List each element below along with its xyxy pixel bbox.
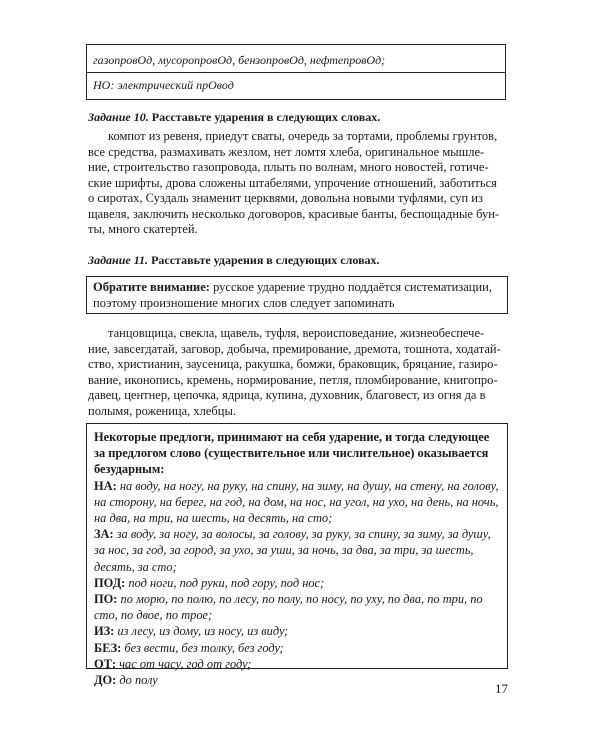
- rule-key: НА:: [94, 478, 117, 493]
- rule-line: за нос, за год, за город, за ухо, за уши, за ночь, за два, за три, за шесть,: [94, 543, 474, 558]
- para-line: давец, центнер, цепочка, ядрица, купина, духовник, благовест, из огня да в: [88, 388, 486, 402]
- task-10-paragraph: [88, 129, 506, 238]
- rule-key: ПО:: [94, 592, 118, 607]
- example-line-2: НО: электрический прОвод: [93, 78, 234, 92]
- para-line: ние, строительство газопровода, плыть по волнам, много новостей, готиче-: [88, 160, 489, 174]
- rule-text: без вести, без толку, без году;: [121, 640, 284, 655]
- rule-do: [94, 672, 501, 688]
- rule-text: за воду, за ногу, за волосы, за голову, за руку, за спину, за зиму, за душу,: [113, 527, 491, 542]
- rule-iz: [94, 623, 501, 639]
- words-paragraph: [88, 326, 506, 419]
- para-line: щавеля, заключить несколько договоров, красивые банты, беспощадные бун-: [88, 206, 500, 221]
- prepositions-box: [86, 423, 508, 688]
- rule-line: на сторону, на берег, на год, на дом, на нос, на угол, на ухо, на день, на ночь,: [94, 494, 499, 509]
- para-line: ские шрифты, дрова сложены штабелями, упрочение отношений, заботиться: [88, 175, 497, 190]
- rule-line: на два, на три, на шесть, на десять, на сто;: [94, 511, 333, 526]
- rule-bez: [94, 640, 501, 656]
- notice-line-1: [93, 280, 501, 296]
- rule-pod: [94, 575, 501, 591]
- task-10-text: Расставьте ударения в следующих словах.: [151, 110, 381, 124]
- rule-key: ЗА:: [94, 527, 114, 542]
- rule-key: ПОД:: [94, 575, 126, 590]
- notice-line-2: поэтому произношение многих слов следует запоминать: [93, 295, 395, 310]
- rule-text: под ноги, под руки, под гору, под нос;: [125, 575, 325, 590]
- para-line: ние, завсегдатай, заговор, добыча, премирование, дремота, тошнота, ходатай-: [88, 341, 501, 356]
- task-10-label: Задание 10.: [88, 110, 149, 124]
- rule-text: на воду, на ногу, на руку, на спину, на зиму, на душу, на стену, на голову,: [116, 478, 499, 493]
- rule-line: десять, за сто;: [94, 559, 177, 574]
- notice-box: [86, 276, 508, 314]
- rule-ot: [94, 656, 501, 672]
- notice-bold: Обратите внимание:: [93, 280, 210, 294]
- rule-text: час от часу, год от году;: [116, 656, 252, 671]
- example-line-1: газопровОд, мусоропровОд, бензопровОд, нефтепровОд;: [93, 53, 386, 67]
- rule-na: [94, 478, 501, 494]
- page-number: 17: [495, 681, 508, 696]
- rules-heading: за предлогом слово (существительное или числительное) оказывается: [94, 446, 489, 461]
- task-11-text: Расставьте ударения в следующих словах.: [151, 253, 380, 267]
- rule-key: ОТ:: [94, 656, 117, 671]
- para-line: все средства, размахивать жезлом, нет ломтя хлеба, оригинальное мышле-: [88, 144, 485, 159]
- rule-text: из лесу, из дому, из носу, из виду;: [114, 624, 289, 639]
- para-line: ство, христианин, заусеница, ракушка, бомжи, браковщик, бряцание, газиро-: [88, 357, 498, 371]
- para-line: о сиротах, Суздаль знаменит церквями, довольна новыми туфлями, суп из: [88, 191, 483, 205]
- task-11-title: [88, 253, 380, 268]
- task-10-title: [88, 110, 380, 125]
- rule-po: [94, 591, 501, 607]
- para-line: вание, иконопись, кремень, нормирование, петля, пломбирование, книгопро-: [88, 372, 498, 387]
- para-line: танцовщица, свекла, щавель, туфля, вероисповедание, жизнеобеспече-: [108, 326, 485, 340]
- rules-heading: безударным:: [94, 462, 165, 477]
- para-line: ты, много скатертей.: [88, 222, 198, 236]
- task-11-label: Задание 11.: [88, 253, 149, 267]
- box-divider: [87, 72, 505, 73]
- para-line: компот из ревеня, приедут сваты, очередь за тортами, проблемы грунтов,: [108, 129, 498, 143]
- rule-text: по морю, по полю, по лесу, по полу, по носу, по уху, по два, по три, по: [117, 592, 483, 607]
- example-box: [86, 44, 506, 100]
- rule-text: до полу: [116, 673, 158, 688]
- rule-key: ИЗ:: [94, 624, 115, 639]
- rule-key: ДО:: [94, 673, 117, 688]
- rule-key: БЕЗ:: [94, 640, 122, 655]
- rule-line: сто, по двое, по трое;: [94, 608, 213, 623]
- para-line: полымя, роженица, хлебцы.: [88, 403, 237, 418]
- notice-text-1: русское ударение трудно поддаётся систематизации,: [209, 280, 492, 294]
- rule-za: [94, 526, 501, 542]
- rules-heading: Некоторые предлоги, принимают на себя ударение, и тогда следующее: [94, 430, 490, 444]
